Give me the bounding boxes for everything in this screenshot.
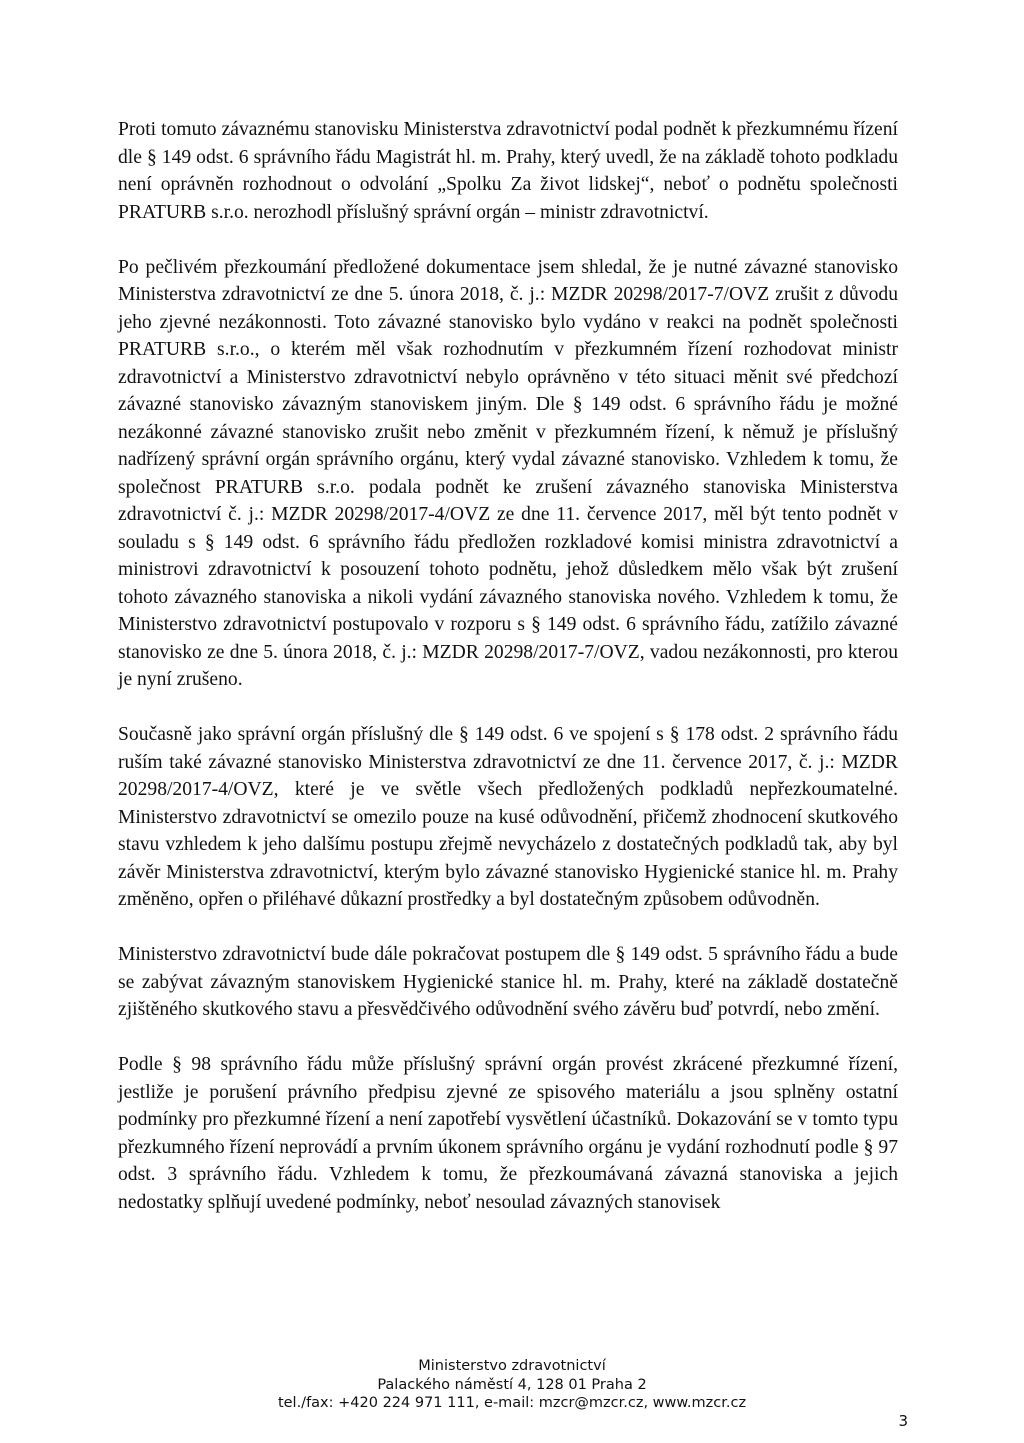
- footer-contact: tel./fax: +420 224 971 111, e-mail: mzcr@mzcr.cz, www.mzcr.cz: [277, 1395, 747, 1411]
- paragraph-4: Ministerstvo zdravotnictví bude dále pokračovat postupem dle § 149 odst. 5 správního řádu a bude se zabývat závazným stanoviskem Hygienické stanice hl. m. Prahy, které na základě dostatečně zjištěného skutkového stavu a přesvědčivého odůvodnění svého závěru buď potvrdí, nebo změní.: [118, 944, 898, 1020]
- page-footer: [0, 1357, 1024, 1413]
- paragraph-2: Po pečlivém přezkoumání předložené dokumentace jsem shledal, že je nutné závazné stanovisko Ministerstva zdravotnictví ze dne 5. února 2018, č. j.: MZDR 20298/2017-7/OVZ zrušit z důvodu jeho zjevné nezákonnosti. Toto závazné stanovisko bylo vydáno v reakci na podnět společnosti PRATURB s.r.o., o kterém měl však rozhodnutím v přezkumném řízení rozhodovat ministr zdravotnictví a Ministerstvo zdravotnictví nebylo oprávněno v této situaci měnit své předchozí závazné stanovisko závazným stanoviskem jiným. Dle § 149 odst. 6 správního řádu je možné nezákonné závazné stanovisko zrušit nebo změnit v přezkumném řízení, k němuž je příslušný nadřízený správní orgán správního orgánu, který vydal závazné stanovisko. Vzhledem k tomu, že společnost PRATURB s.r.o. podala podnět ke zrušení závazného stanoviska Ministerstva zdravotnictví č. j.: MZDR 20298/2017-4/OVZ ze dne 11. července 2017, měl být tento podnět v souladu s § 149 odst. 6 správního řádu předložen rozkladové komisi ministra zdravotnictví a ministrovi zdravotnictví k posouzení tohoto podnětu, jehož důsledkem mělo však být zrušení tohoto závazného stanoviska a nikoli vydání závazného stanoviska nového. Vzhledem k tomu, že Ministerstvo zdravotnictví postupovalo v rozporu s § 149 odst. 6 správního řádu, zatížilo závazné stanovisko ze dne 5. února 2018, č. j.: MZDR 20298/2017-7/OVZ, vadou nezákonnosti, pro kterou je nyní zrušeno.: [118, 256, 898, 690]
- footer-address: Palackého náměstí 4, 128 01 Praha 2: [377, 1376, 647, 1393]
- footer-organization: Ministerstvo zdravotnictví: [418, 1358, 606, 1374]
- page-number: 3: [898, 1412, 908, 1430]
- paragraph-5: Podle § 98 správního řádu může příslušný správní orgán provést zkrácené přezkumné řízení, jestliže je porušení právního předpisu zjevné ze spisového materiálu a jsou splněny ostatní podmínky pro přezkumné řízení a není zapotřebí vysvětlení účastníků. Dokazování se v tomto typu přezkumného řízení neprovádí a prvním úkonem správního orgánu je vydání rozhodnutí podle § 97 odst. 3 správního řádu. Vzhledem k tomu, že přezkoumávaná závazná stanoviska a jejich nedostatky splňují uvedené podmínky, neboť nesoulad závazných stanovisek: [118, 1054, 898, 1213]
- document-body: [118, 116, 898, 1244]
- paragraph-1: Proti tomuto závaznému stanovisku Ministerstva zdravotnictví podal podnět k přezkumnému řízení dle § 149 odst. 6 správního řádu Magistrát hl. m. Prahy, který uvedl, že na základě tohoto podkladu není oprávněn rozhodnout o odvolání „Spolku Za život lidskej“, neboť o podnětu společnosti PRATURB s.r.o. nerozhodl příslušný správní orgán – ministr zdravotnictví.: [118, 119, 898, 223]
- paragraph-3: Současně jako správní orgán příslušný dle § 149 odst. 6 ve spojení s § 178 odst. 2 správního řádu ruším také závazné stanovisko Ministerstva zdravotnictví ze dne 11. července 2017, č. j.: MZDR 20298/2017-4/OVZ, které je ve světle všech předložených podkladů nepřezkoumatelné. Ministerstvo zdravotnictví se omezilo pouze na kusé odůvodnění, přičemž zhodnocení skutkového stavu vzhledem k jeho dalšímu postupu zřejmě nevycházelo z dostatečných podkladů tak, aby byl závěr Ministerstva zdravotnictví, kterým bylo závazné stanovisko Hygienické stanice hl. m. Prahy změněno, opřen o přiléhavé důkazní prostředky a byl dostatečným způsobem odůvodněn.: [118, 724, 898, 910]
